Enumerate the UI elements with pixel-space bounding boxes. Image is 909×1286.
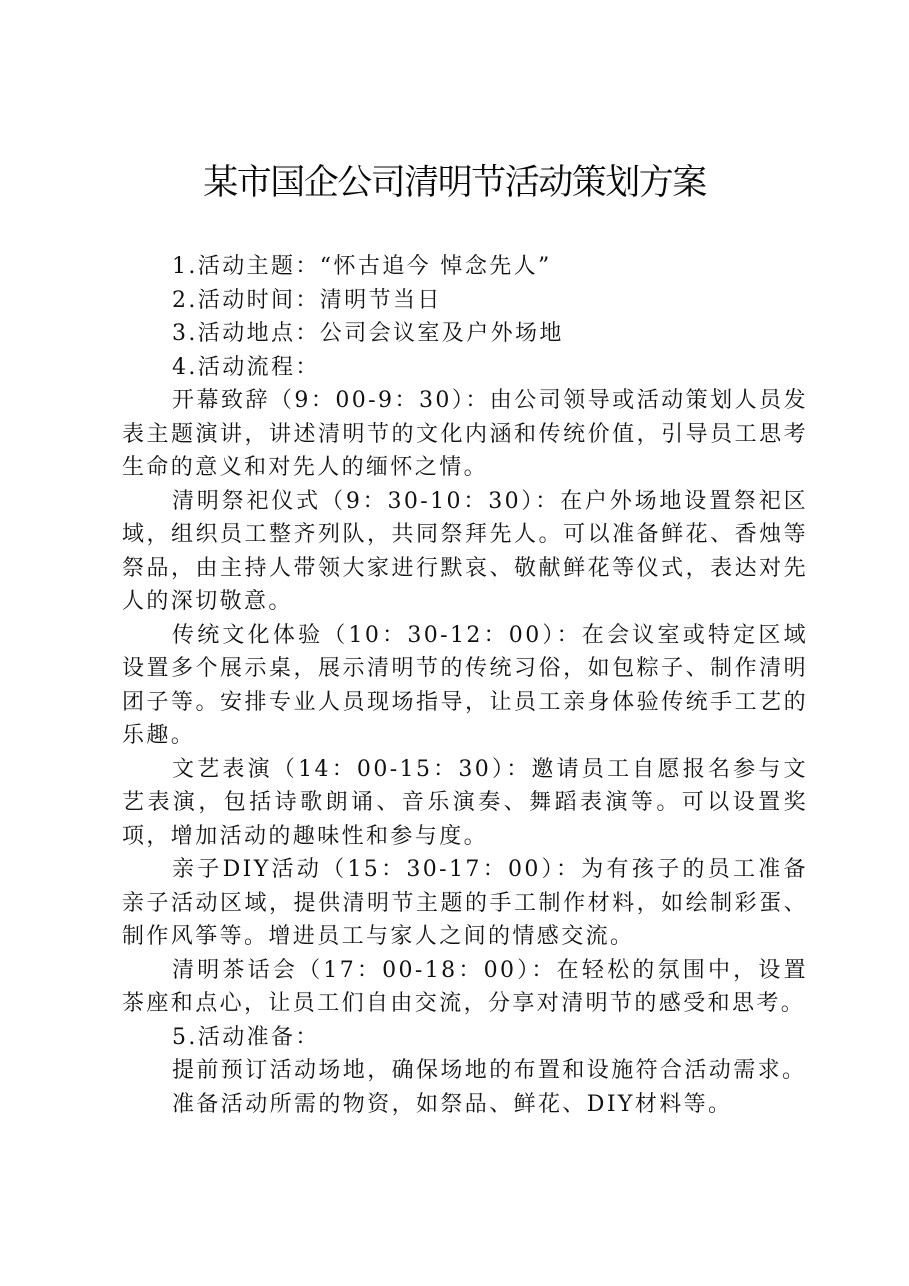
document-title: 某市国企公司清明节活动策划方案 xyxy=(203,163,706,203)
paragraph-theme: 1.活动主题：“怀古追今 悼念先人” xyxy=(172,254,552,279)
paragraph-time: 2.活动时间：清明节当日 xyxy=(172,287,442,313)
paragraph-memorial-ceremony: 清明祭祀仪式（9：30-10：30）：在户外场地设置祭祀区域，组织员工整齐列队，共同祭拜先人。可以准备鲜花、香烛等祭品，由主持人带领大家进行默哀、敬献鲜花等仪式，表达对先人的深切敬意。 xyxy=(122,488,808,614)
paragraph-tea-party: 清明茶话会（17：00-18：00）：在轻松的氛围中，设置茶座和点心，让员工们自由交流，分享对清明节的感受和思考。 xyxy=(122,957,808,1016)
paragraph-preparation-heading: 5.活动准备： xyxy=(172,1024,320,1050)
paragraph-culture-experience: 传统文化体验（10：30-12：00）：在会议室或特定区域设置多个展示桌，展示清明节的传统习俗，如包粽子、制作清明团子等。安排专业人员现场指导，让员工亲身体验传统手工艺的乐趣。 xyxy=(122,622,808,748)
paragraph-family-diy: 亲子DIY活动（15：30-17：00）：为有孩子的员工准备亲子活动区域，提供清明节主题的手工制作材料，如绘制彩蛋、制作风筝等。增进员工与家人之间的情感交流。 xyxy=(122,857,808,949)
paragraph-process-heading: 4.活动流程： xyxy=(172,354,320,380)
document-body xyxy=(122,250,808,1121)
paragraph-venue-booking: 提前预订活动场地，确保场地的布置和设施符合活动需求。 xyxy=(172,1058,807,1083)
paragraph-materials: 准备活动所需的物资，如祭品、鲜花、DIY材料等。 xyxy=(172,1091,733,1117)
paragraph-location: 3.活动地点：公司会议室及户外场地 xyxy=(172,321,564,346)
paragraph-opening-speech: 开幕致辞（9：00-9：30）：由公司领导或活动策划人员发表主题演讲，讲述清明节的文化内涵和传统价值，引导员工思考生命的意义和对先人的缅怀之情。 xyxy=(122,388,808,480)
paragraph-performance: 文艺表演（14：00-15：30）：邀请员工自愿报名参与文艺表演，包括诗歌朗诵、音乐演奏、舞蹈表演等。可以设置奖项，增加活动的趣味性和参与度。 xyxy=(122,756,808,849)
